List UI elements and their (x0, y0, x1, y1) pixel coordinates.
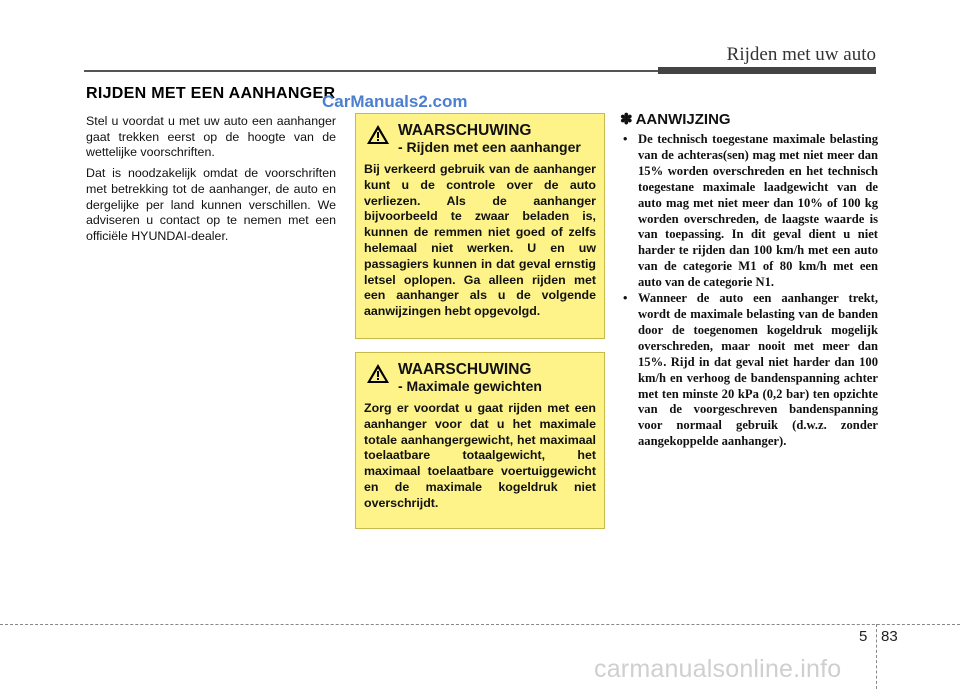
chapter-number: 5 (859, 628, 868, 645)
warning-box-max-weights (355, 352, 605, 529)
note-item (620, 132, 878, 291)
note-heading-label: AANWIJZING (635, 111, 731, 128)
site-watermark-footer: carmanualsonline.info (594, 655, 842, 683)
warning-body: Zorg er voordat u gaat rijden met een aanhanger voor dat u het maximale totale aanhangergewicht, het maximaal toelaatbare totaalgewicht, het maximaal toelaatbare voertuiggewicht en de maximale kogeldruk niet overschrijdt. (364, 401, 596, 510)
left-column (86, 114, 336, 250)
warning-title: WAARSCHUWING (398, 361, 532, 378)
warning-header (364, 122, 596, 160)
bullet-icon: • (623, 132, 628, 146)
warning-header (364, 361, 596, 399)
warning-subtitle: - Maximale gewichten (398, 378, 542, 394)
intro-paragraph-1: Stel u voordat u met uw auto een aanhanger gaat trekken eerst op de hoogte van de wettelijke voorschriften. (86, 114, 336, 160)
warning-triangle-icon (366, 124, 390, 145)
star-icon: ✽ (620, 111, 633, 128)
page-number: 83 (881, 628, 898, 645)
right-column-note (620, 110, 878, 450)
page-header-title: Rijden met uw auto (726, 44, 876, 65)
section-heading: RIJDEN MET EEN AANHANGER (86, 85, 336, 102)
note-item-text: Wanneer de auto een aanhanger trekt, wordt de maximale belasting van de banden door de toegenomen kogeldruk mogelijk overschreden, maar nooit met meer dan 15%. Rijd in dat geval niet harder dan 100 km/h en verhoog de bandenspanning achter met ten minste 20 kPa (0,2 bar) ten opzichte van de voorgeschreven bandenspanning voor normaal gebruik (d.w.z. zonder aangekoppelde aanhanger). (638, 291, 878, 449)
warning-box-trailer-driving (355, 113, 605, 339)
intro-paragraph-2: Dat is noodzakelijk omdat de voorschriften met betrekking tot de aanhanger, de auto en dergelijke per land kunnen verschillen. We adviseren u contact op te nemen met een officiële HYUNDAI-dealer. (86, 166, 336, 243)
header-rule-thick (658, 67, 876, 74)
note-item-text: De technisch toegestane maximale belasting van de achteras(sen) mag met niet meer dan 15% worden overschreden en het technisch toegestane maximale laadgewicht van de auto mag met niet meer dan 10% of 100 kg worden overschreden, de laagste waarde is van toepassing. In dit geval dient u niet harder te rijden dan 100 km/h met een auto van de categorie M1 of 80 km/h met een auto van de categorie N1. (638, 132, 878, 290)
note-item (620, 291, 878, 450)
note-heading (620, 110, 878, 128)
warning-subtitle: - Rijden met een aanhanger (398, 139, 581, 155)
footer-page-divider (876, 624, 877, 689)
warning-triangle-icon (366, 363, 390, 384)
note-list (620, 132, 878, 450)
warning-body: Bij verkeerd gebruik van de aanhanger kunt u de controle over de auto verliezen. Als de aanhanger bijvoorbeeld te zwaar beladen is, kunnen de remmen niet goed of zelfs helemaal niet werken. U en uw passagiers kunnen in dat geval ernstig letsel oplopen. Ga alleen rijden met een aanhanger als u de volgende aanwijzingen hebt opgevolgd. (364, 162, 596, 319)
header-rule-thin (84, 70, 658, 72)
site-watermark-top: CarManuals2.com (322, 92, 468, 111)
warning-title: WAARSCHUWING (398, 122, 532, 139)
footer-dashed-rule (0, 624, 960, 625)
bullet-icon: • (623, 291, 628, 306)
